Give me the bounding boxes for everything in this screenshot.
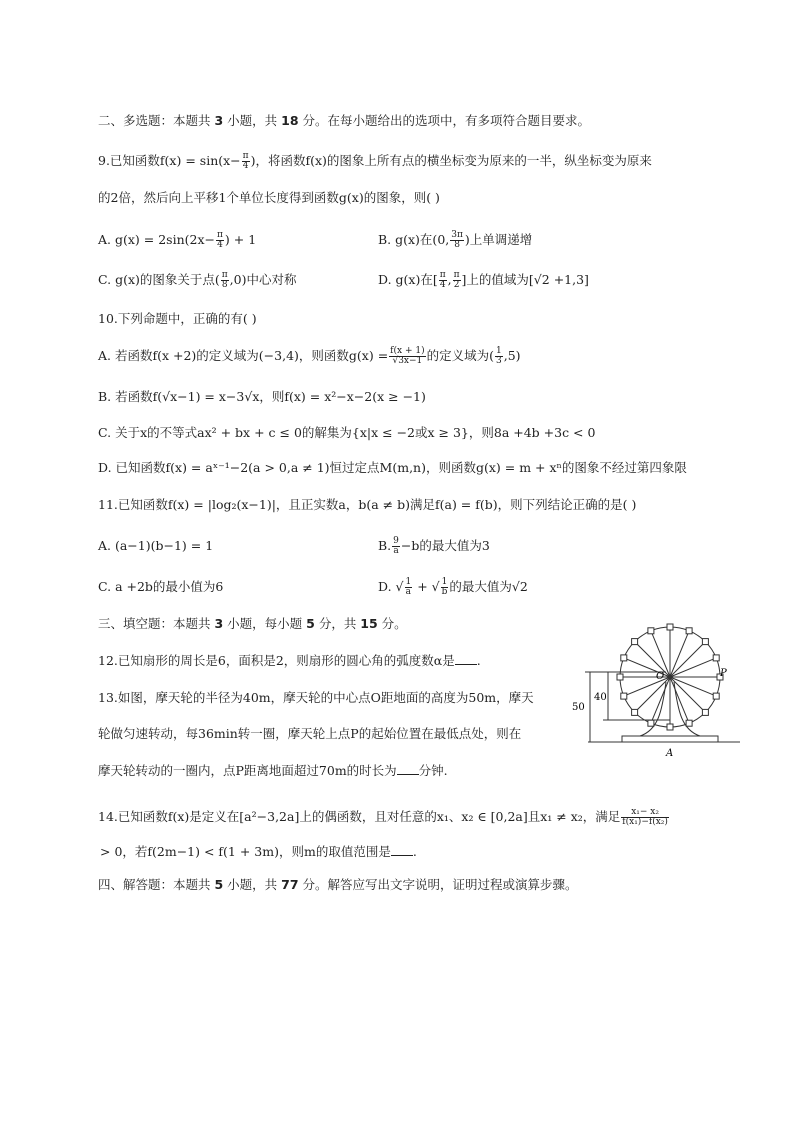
wheel-cabin: [621, 693, 627, 699]
q12-stem: [98, 652, 481, 670]
text: ,5): [503, 348, 521, 363]
heading-text: 分。: [377, 616, 407, 631]
answer-blank: [397, 762, 419, 775]
base: [622, 736, 718, 742]
denominator: 4: [217, 240, 223, 250]
wheel-cabin: [702, 709, 708, 715]
heading-number: 5: [214, 877, 224, 892]
numerator: π: [453, 270, 460, 280]
denominator: a: [393, 546, 399, 556]
q11-stem: 11.已知函数f(x) = |log₂(x−1)|，且正实数a，b(a ≠ b)满足f(a) = f(b)，则下列结论正确的是( ): [98, 497, 637, 512]
wheel-spoke: [635, 677, 670, 712]
q11-option-b: [378, 537, 490, 556]
q10-option-d: D. 已知函数f(x) = aˣ⁻¹−2(a > 0,a ≠ 1)恒过定点M(m,n)，则函数g(x) = m + xⁿ的图象不经过第四象限: [98, 460, 687, 475]
q9-option-b: [378, 231, 532, 250]
wheel-cabin: [648, 720, 654, 726]
q10-option-a: [98, 347, 521, 366]
q9-option-d: D. g(x)在[ $\frac{\pi}{4}$ , $\frac{\pi}{2}$ ]上的值域为[√2 +1,3]: [378, 270, 589, 290]
denominator: 3: [495, 356, 502, 366]
wheel-cabin: [713, 693, 719, 699]
heading-text: 小题，每小题: [223, 616, 307, 631]
denominator: 8: [221, 280, 228, 290]
fraction: [441, 578, 449, 597]
q11-option-d: [378, 578, 528, 597]
q13-line1: 13.如图，摩天轮的半径为40m，摩天轮的中心点O距地面的高度为50m，摩天: [98, 690, 534, 705]
wheel-cabin: [667, 724, 673, 730]
numerator: x₁− x₂: [621, 808, 669, 818]
wheel-cabin: [713, 655, 719, 661]
heading-text: 小题，共: [223, 877, 282, 892]
text: D. g(x)在[: [378, 272, 438, 287]
text: 9.已知函数f(x) = sin(x−: [98, 153, 241, 168]
wheel-spoke: [670, 642, 705, 677]
heading-number: 77: [281, 877, 299, 892]
q9-stem-line1: [98, 152, 652, 171]
text: B. g(x)在(0,: [378, 232, 450, 247]
fraction: [453, 271, 461, 290]
q14-line2: [100, 843, 417, 861]
text: ,0)中心对称: [229, 272, 297, 287]
center-point: [668, 675, 672, 679]
ferris-wheel-figure: [570, 622, 750, 762]
section-3-heading: [98, 615, 407, 633]
heading-number: 3: [214, 616, 224, 631]
wheel-cabin: [621, 655, 627, 661]
q9-option-a: [98, 231, 256, 250]
text: 分钟.: [418, 763, 448, 778]
fraction: [405, 578, 413, 597]
fraction: [221, 271, 229, 290]
heading-number: 15: [360, 616, 378, 631]
text: .: [476, 653, 481, 668]
q13-line3: [98, 762, 448, 780]
label-o: O: [656, 671, 665, 682]
text: + √: [413, 579, 440, 594]
fraction: [439, 271, 447, 290]
fraction: [621, 808, 669, 827]
numerator: 9: [393, 536, 399, 546]
fraction: [216, 231, 224, 250]
numerator: π: [242, 151, 249, 161]
answer-blank: [391, 843, 413, 856]
denominator: b: [441, 587, 448, 597]
text: ) + 1: [224, 232, 257, 247]
denominator: 4: [439, 280, 446, 290]
denominator: 4: [242, 161, 249, 171]
section-4-heading: [98, 876, 578, 894]
denominator: a: [405, 587, 412, 597]
text: 12.已知扇形的周长是6，面积是2，则扇形的圆心角的弧度数α是: [98, 653, 455, 668]
label-a: A: [666, 748, 674, 759]
denominator: √3x−1: [392, 356, 423, 366]
wheel-cabin: [667, 624, 673, 630]
wheel-spoke: [670, 677, 705, 712]
q11-option-a: A. (a−1)(b−1) = 1: [98, 538, 214, 553]
section-2-heading: [98, 112, 590, 130]
text: 的最大值为√2: [449, 579, 528, 594]
fraction: [389, 347, 425, 366]
label-40: 40: [594, 692, 607, 703]
wheel-cabin: [648, 628, 654, 634]
heading-text: 分，共: [314, 616, 361, 631]
text: )，将函数f(x)的图象上所有点的横坐标变为原来的一半，纵坐标变为原来: [250, 153, 652, 168]
text: 摩天轮转动的一圈内，点P距离地面超过70m的时长为: [98, 763, 397, 778]
heading-text: 小题，共: [223, 113, 282, 128]
q9-stem-line2: 的2倍，然后向上平移1个单位长度得到函数g(x)的图象，则( ): [98, 190, 440, 205]
text: C. g(x)的图象关于点(: [98, 272, 220, 287]
wheel-cabin: [686, 720, 692, 726]
text: −b的最大值为3: [400, 538, 490, 553]
text: > 0，若f(2m−1) < f(1 + 3m)，则m的取值范围是: [100, 844, 391, 859]
answer-blank: [455, 652, 477, 665]
numerator: 3π: [451, 230, 463, 240]
numerator: π: [439, 270, 446, 280]
numerator: π: [216, 230, 223, 240]
numerator: f(x + 1): [390, 346, 425, 356]
wheel-cabin: [632, 639, 638, 645]
q10-stem: 10.下列命题中，正确的有( ): [98, 311, 257, 326]
wheel-cabin: [632, 709, 638, 715]
heading-text: 分。解答应写出文字说明，证明过程或演算步骤。: [298, 877, 578, 892]
numerator: 1: [495, 346, 502, 356]
q10-option-b: B. 若函数f(√x−1) = x−3√x，则f(x) = x²−x−2(x ≥ −1): [98, 389, 426, 404]
label-p: P: [720, 668, 727, 679]
text: A. 若函数f(x +2)的定义域为(−3,4)，则函数g(x) =: [98, 348, 389, 363]
text: 14.已知函数f(x)是定义在[a²−3,2a]上的偶函数，且对任意的x₁、x₂ ∈ [0,2a]且x₁ ≠ x₂，满足: [98, 809, 621, 824]
q14-line1: [98, 808, 670, 827]
numerator: 1: [441, 577, 448, 587]
wheel-cabin: [617, 674, 623, 680]
heading-number: 18: [281, 113, 299, 128]
q13-line2: 轮做匀速转动，每36min转一圈，摩天轮上点P的起始位置在最低点处，则在: [98, 726, 522, 741]
fraction: [495, 347, 503, 366]
text: D. √: [378, 579, 404, 594]
label-50: 50: [572, 702, 585, 713]
numerator: π: [221, 270, 228, 280]
denominator: f(x₁)−f(x₂): [622, 817, 668, 827]
fraction: [392, 537, 400, 556]
q11-option-c: C. a +2b的最小值为6: [98, 579, 224, 594]
text: ]上的值域为[√2 +1,3]: [461, 272, 589, 287]
q10-option-c: C. 关于x的不等式ax² + bx + c ≤ 0的解集为{x|x ≤ −2或x ≥ 3}，则8a +4b +3c < 0: [98, 425, 596, 440]
heading-text: 二、多选题：本题共: [98, 113, 215, 128]
text: )上单调递增: [464, 232, 533, 247]
heading-text: 分。在每小题给出的选项中，有多项符合题目要求。: [298, 113, 591, 128]
q9-option-c: [98, 271, 296, 290]
text: B.: [378, 538, 392, 553]
denominator: 8: [454, 240, 460, 250]
wheel-cabin: [702, 639, 708, 645]
text: 的定义域为(: [426, 348, 494, 363]
denominator: 2: [453, 280, 460, 290]
text: A. g(x) = 2sin(2x−: [98, 232, 215, 247]
fraction: [242, 152, 250, 171]
heading-text: 四、解答题：本题共: [98, 877, 215, 892]
wheel-cabin: [686, 628, 692, 634]
heading-number: 5: [306, 616, 315, 631]
numerator: 1: [405, 577, 412, 587]
heading-number: 3: [214, 113, 224, 128]
fraction: [450, 231, 464, 250]
text: .: [412, 844, 417, 859]
heading-text: 三、填空题：本题共: [98, 616, 215, 631]
